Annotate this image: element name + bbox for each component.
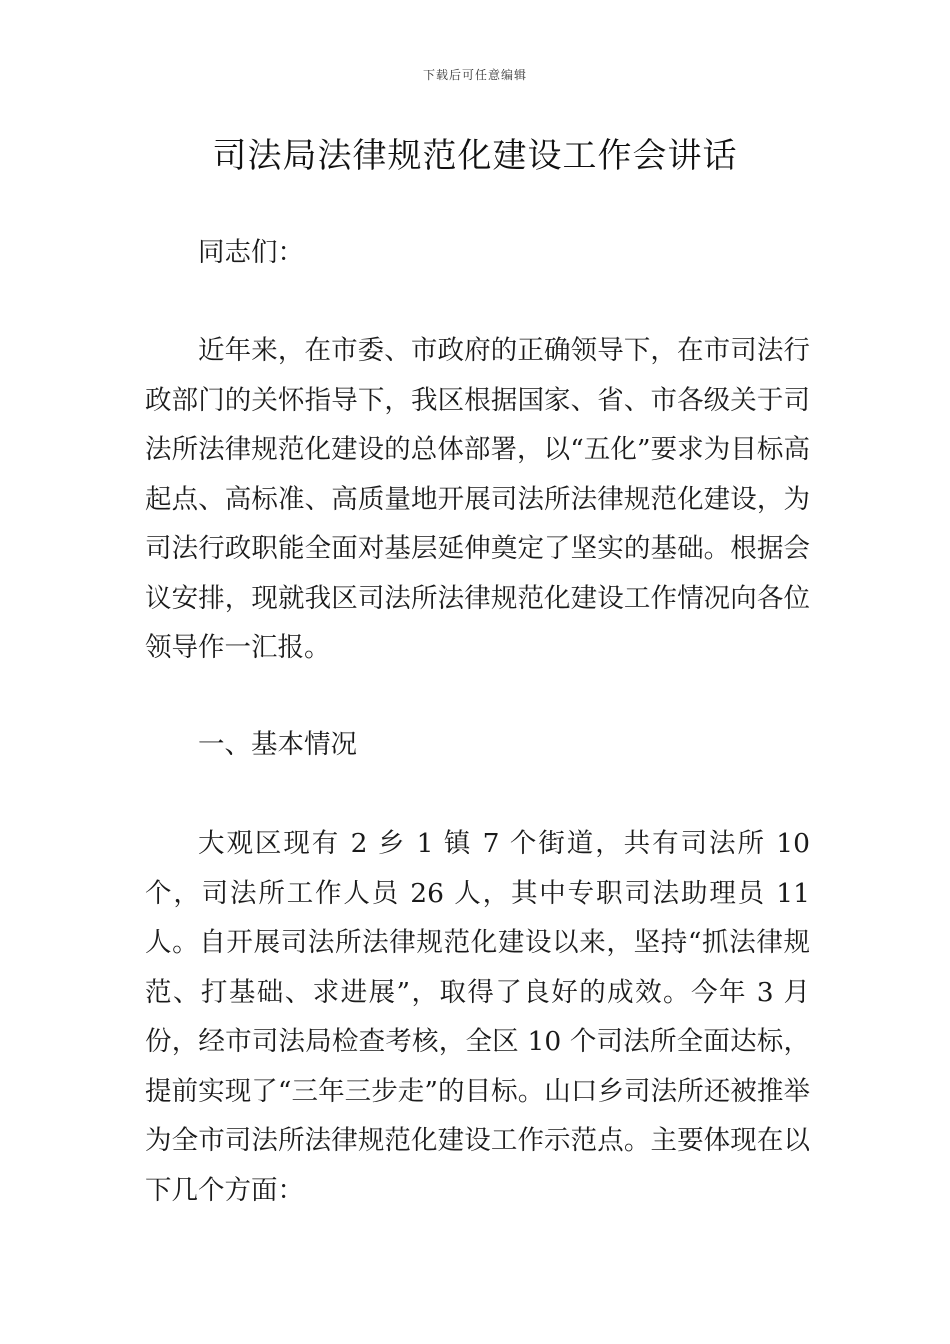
section-heading-basic-situation: 一、基本情况	[198, 729, 357, 760]
paragraph-basic-situation: 大观区现有 2 乡 1 镇 7 个街道，共有司法所 10 个，司法所工作人员 26 人，其中专职司法助理员 11 人。自开展司法所法律规范化建设以来，坚持“抓法律规范、打基础、求进展”，取得了良好的成效。今年 3 月份，经市司法局检查考核，全区 10 个司法所全面达标，提前实现了“三年三步走”的目标。山口乡司法所还被推举为全市司法所法律规范化建设工作示范点。主要体现在以下几个方面：	[145, 828, 810, 1206]
paragraph-intro: 近年来，在市委、市政府的正确领导下，在市司法行政部门的关怀指导下，我区根据国家、省、市各级关于司法所法律规范化建设的总体部署，以“五化”要求为目标高起点、高标准、高质量地开展司法所法律规范化建设，为司法行政职能全面对基层延伸奠定了坚实的基础。根据会议安排，现就我区司法所法律规范化建设工作情况向各位领导作一汇报。	[145, 335, 810, 663]
page-title: 司法局法律规范化建设工作会讲话	[212, 136, 738, 176]
salutation: 同志们：	[198, 237, 304, 268]
header-note: 下载后可任意编辑	[422, 68, 527, 82]
